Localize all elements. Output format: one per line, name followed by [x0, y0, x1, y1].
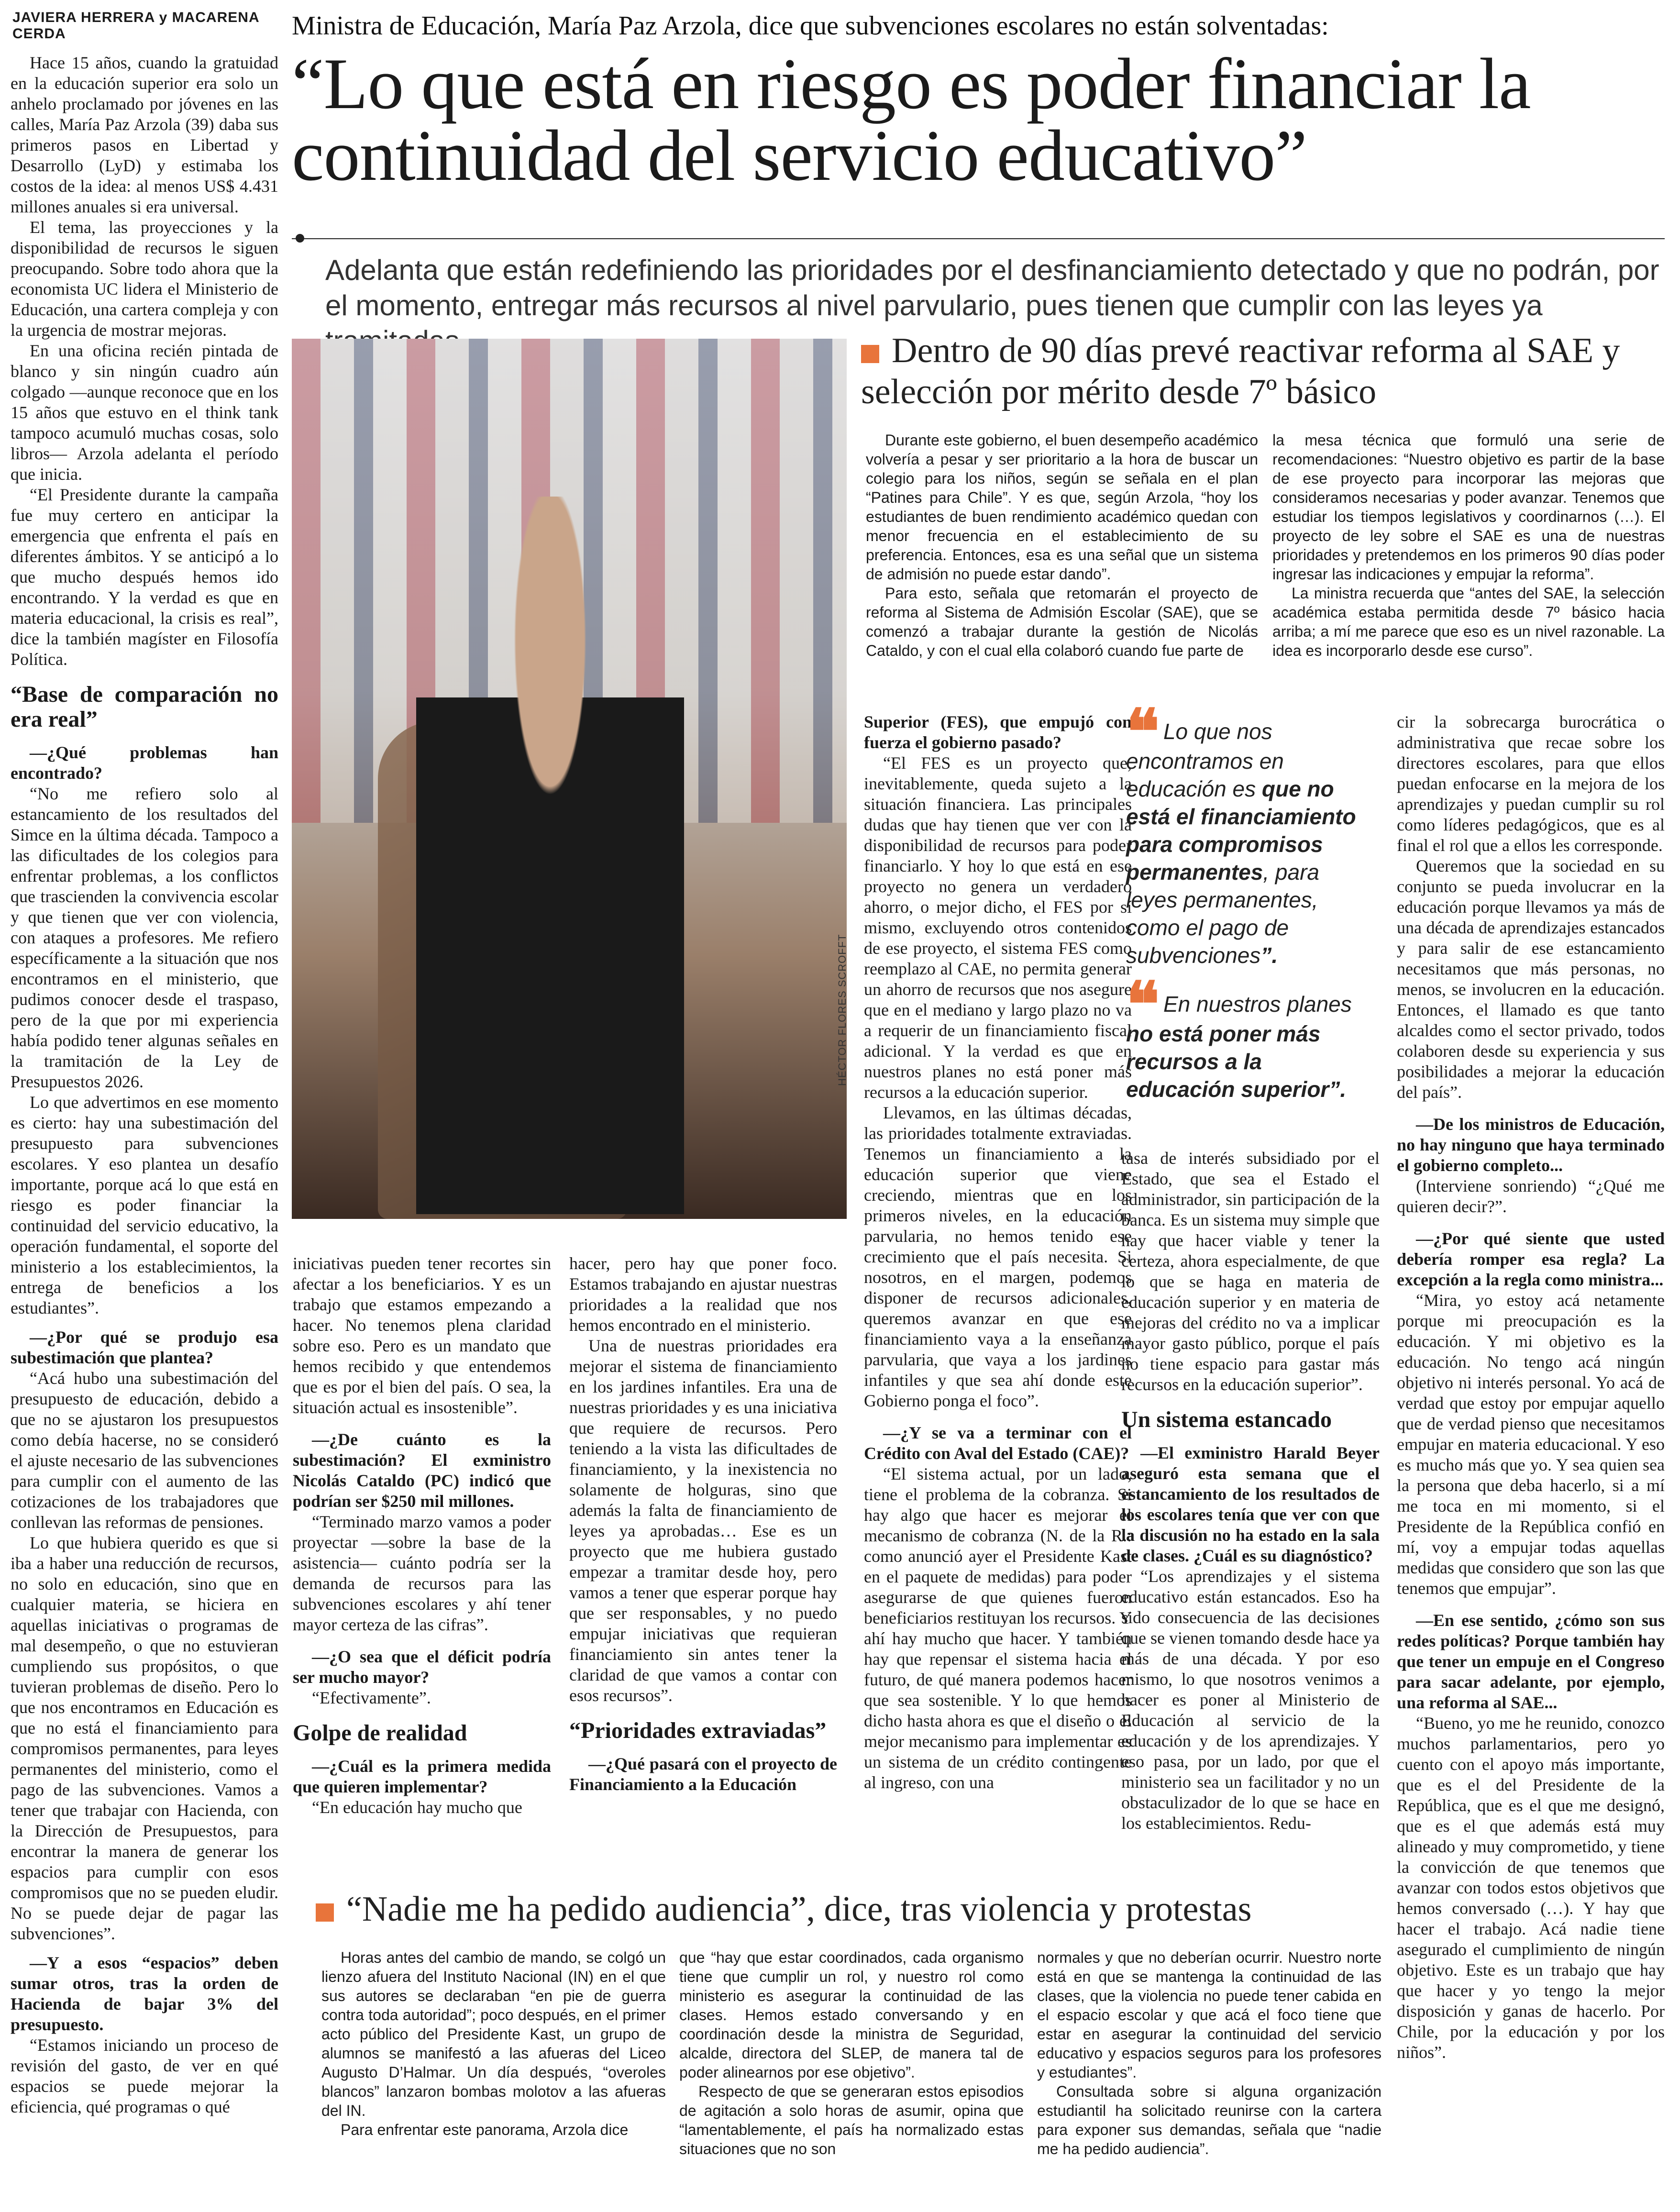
column-4 — [864, 712, 1132, 1793]
paragraph: La ministra recuerda que “antes del SAE, la selección académica estaba permitida desde 7º básico hacia arriba; a mí me parece que eso es un nivel razonable. La idea es incorporarlo desde ese curso”. — [1272, 585, 1665, 659]
paragraph: Durante este gobierno, el buen desempeño académico volvería a pesar y ser prioritario a la hora de buscar un colegio para los niños, según se señala en el plan “Patines para Chile”. Y es que, según Arzola, “hoy los estudiantes de buen rendimiento académico quedan con menor frecuencia en el establecimiento de su preferencia. Entonces, esa es una señal que un sistema de admisión no puede estar dando”. — [866, 431, 1258, 583]
photo-minister — [292, 339, 847, 1219]
paragraph: “Mira, yo estoy acá netamente porque mi preocupación es la educación. Y mi objetivo es la educación. No tengo acá ningún objetivo ni interés personal. Yo acá de verdad que estoy por empujar aquello que de verdad pienso que necesitamos empujar en materia educacional. Y eso es mucho más que yo. Y sea quien sea la persona que deba hacerlo, si a mí me toca en mi momento, si el Presidente de la República confió en mí, voy a empujar todas aquellas medidas que considero que son las que tenemos que empujar”. — [1397, 1291, 1665, 1598]
question: —¿Por qué siente que usted debería romper esa regla? La excepción a la regla como ministra... — [1397, 1229, 1665, 1289]
paragraph: que “hay que estar coordinados, cada organismo tiene que cumplir un rol, y nuestro rol como ministerio es asegurar la continuidad de las clases. Hemos estado conversando y en coordinación desde la ministra de Seguridad, alcalde, directora del SLEP, de manera tal de poder alinearnos por ese objetivo”. — [679, 1949, 1024, 2081]
paragraph: normales y que no deberían ocurrir. Nuestro norte está en que se mantenga la continuidad de las clases, que la violencia no puede tener cabida en el espacio escolar y que acá el foco tiene que estar en asegurar la continuidad del servicio educativo y espacios seguros para los profesores y estudiantes”. — [1037, 1949, 1382, 2081]
paragraph: Para esto, señala que retomarán el proyecto de reforma al Sistema de Admisión Escolar (SAE), que se comenzó a trabajar durante la gestión de Nicolás Cataldo, y con el cual ella colaboró cuando fue parte de — [866, 585, 1258, 659]
subhead: Un sistema estancado — [1121, 1407, 1332, 1432]
paragraph: “El FES es un proyecto que, inevitablemente, queda sujeto a la situación financiera. Las principales dudas que hay tienen que ver con la disponibilidad de recursos para poder financiarlo. Y hoy lo que está en ese proyecto no genera un verdadero ahorro, o mejor dicho, el FES por sí mismo, excluyendo otros contenidos de ese proyecto, el sistema FES como reemplazo al CAE, no permita generar un ahorro de recursos que nos asegure que en el mediano y largo plazo no va a requerir de un financiamiento fiscal adicional. Y la verdad es que en nuestros planes no está poner más recursos a la educación superior. — [864, 753, 1132, 1102]
question: —¿Cuál es la primera medida que quieren implementar? — [293, 1757, 551, 1796]
subhead: Golpe de realidad — [293, 1720, 467, 1746]
column-6 — [1397, 712, 1665, 2063]
paragraph: “Efectivamente”. — [312, 1688, 431, 1707]
column-2 — [293, 1253, 551, 1818]
question: —¿De cuánto es la subestimación? El exministro Nicolás Cataldo (PC) indicó que podrían ser $250 mil millones. — [293, 1430, 551, 1511]
subhead: “Prioridades extraviadas” — [569, 1718, 827, 1743]
paragraph: El tema, las proyecciones y la disponibilidad de recursos le siguen preocupando. Sobre todo ahora que la economista UC lidera el Ministerio de Educación, una cartera compleja y con la urgencia de mostrar mejoras. — [11, 218, 278, 340]
subhead: “Base de comparación no era real” — [11, 682, 278, 732]
audiencia-column-2 — [679, 1948, 1024, 2158]
paragraph: En una oficina recién pintada de blanco y sin ningún cuadro aún colgado —aunque reconoce que en los 15 años que estuvo en el think tank tampoco acumuló muchas cosas, solo libros— Arzola adelanta el período que inicia. — [11, 341, 278, 484]
paragraph: Una de nuestras prioridades era mejorar el sistema de financiamiento en los jardines infantiles. Era una de nuestras prioridades y es una iniciativa que requiere de recursos. Pero teniendo a la vista las dificultades de financiamiento, y la inexistencia no solamente de holguras, sino que además la falta de financiamiento de leyes ya aprobadas… Ese es un proyecto que me hubiera gustado empezar a tramitar desde hoy, pero vamos a tener que esperar porque hay que ser responsables, y no puedo empujar iniciativas que requieran financiamiento sin antes tener la claridad de que vamos a contar con esos recursos”. — [569, 1336, 837, 1705]
question: —El exministro Harald Beyer aseguró esta semana que el estancamiento de los resultados de los escolares tenía que ver con que la discusión no ha estado en la sala de clases. ¿Cuál es su diagnóstico? — [1121, 1443, 1380, 1565]
section-square-icon — [861, 345, 879, 363]
sae-column-2 — [1272, 431, 1665, 660]
question: —Y a esos “espacios” deben sumar otros, tras la orden de Hacienda de bajar 3% del presupuesto. — [11, 1953, 278, 2034]
quote-mark-icon: ❝ — [1126, 698, 1160, 767]
paragraph: “Los aprendizajes y el sistema educativo están estancados. Eso ha sido consecuencia de las decisiones que se vienen tomando desde hace ya más de una década. Y por eso mismo, lo que nosotros venimos a hacer es poner al Ministerio de Educación al servicio de la educación y de los aprendizajes. Y eso pasa, por un lado, por que el ministerio sea un facilitador y no un obstaculizador de lo que se hace en los establecimientos. Redu- — [1121, 1567, 1380, 1833]
column-1 — [11, 53, 278, 2117]
paragraph: Horas antes del cambio de mando, se colgó un lienzo afuera del Instituto Nacional (IN) en el que sus autores se declaraban “en pie de guerra contra toda autoridad”; poco después, en el primer acto público del Presidente Kast, un grupo de alumnos se manifestó a las afueras del Liceo Augusto D’Halmar. Un día después, “overoles blancos” lanzaron bombas molotov a las afueras del IN. — [321, 1949, 666, 2119]
pull-quote-2: ❝ En nuestros planes no está poner más recursos a la educación superior”. — [1126, 971, 1352, 1102]
section-square-icon — [316, 1903, 334, 1922]
paragraph: iniciativas pueden tener recortes sin afectar a los beneficiarios. Y es un trabajo que estamos empezando a hacer. No tenemos plena claridad sobre eso. Pero es un mandato que hemos recibido y que entendemos que es por el bien del país. O sea, la situación actual es insostenible”. — [293, 1254, 551, 1417]
paragraph: “Bueno, yo me he reunido, conozco muchos parlamentarios, pero yo cuento con el apoyo más importante, que es el del Presidente de la República, que es el que me designó, que es el que además está muy alineado y muy comprometido, y tiene la convicción de que tenemos que avanzar con todos estos objetivos que hemos conversado (…). Y hay que hacer el trabajo. Acá nadie tiene asegurado el cumplimiento de ningún objetivo. Este es un trabajo que hay que hacer y yo tengo la mejor disposición y ganas de hacerlo. Por Chile, por la educación y por los niños”. — [1397, 1714, 1665, 2062]
paragraph: Consultada sobre si alguna organización estudiantil ha solicitado reunirse con la cartera para exponer sus demandas, señala que “nadie me ha pedido audiencia”. — [1037, 2083, 1382, 2157]
kicker: Ministra de Educación, María Paz Arzola, dice que subvenciones escolares no están solventadas: — [292, 11, 1329, 41]
paragraph: “No me refiero solo al estancamiento de los resultados del Simce en la última década. Tampoco a las dificultades de los colegios para enfrentar problemas, a los conflictos que trascienden la convivencia escolar y que tienen que ver con violencia, con ataques a profesores. Me refiero específicamente a la situación que nos encontramos en el ministerio, que pudimos conocer desde el traspaso, pero de la que por mi experiencia había podido tener algunas señales en la tramitación de la Ley de Presupuestos 2026. — [11, 784, 278, 1091]
paragraph: cir la sobrecarga burocrática o administrativa que recae sobre los directores escolares, para que ellos puedan enfocarse en la mejora de los aprendizajes y puedan cumplir su rol como líderes pedagógicos, que es al final el rol que a ellos les corresponde. — [1397, 712, 1665, 855]
paragraph: “Estamos iniciando un proceso de revisión del gasto, de ver en qué espacios se puede mejorar la eficiencia, qué programas o qué — [11, 2035, 278, 2116]
photo-credit: HÉCTOR FLORES SCROFFT — [836, 934, 848, 1086]
headline: “Lo que está en riesgo es poder financiar la continuidad del servicio educativo” — [292, 44, 1531, 196]
paragraph: “Terminado marzo vamos a poder proyectar —sobre la base de la asistencia— cuánto podría ser la demanda de recursos para las subvenciones escolares y ahí tener mayor certeza de las cifras”. — [293, 1512, 551, 1634]
section-title-sae: Dentro de 90 días prevé reactivar reforma al SAE y selección por mérito desde 7º básico — [861, 331, 1620, 411]
column-3 — [569, 1253, 837, 1795]
paragraph: (Interviene sonriendo) “¿Qué me quieren decir?”. — [1397, 1176, 1665, 1216]
byline: JAVIERA HERRERA y MACARENA CERDA — [12, 10, 259, 42]
section-title-audiencia: “Nadie me ha pedido audiencia”, dice, tras violencia y protestas — [316, 1889, 1368, 1930]
paragraph: “Acá hubo una subestimación del presupuesto de educación, debido a que no se ajustaron los presupuestos como debía hacerse, no se consideró el ajuste necesario de las subvenciones para cumplir con el aumento de las cotizaciones de los trabajadores que conllevan las reformas de pensiones. — [11, 1369, 278, 1532]
paragraph: Lo que hubiera querido es que si iba a haber una reducción de recursos, no solo en educación, sino que en cualquier materia, se hiciera en aquellas iniciativas o programas de mal desempeño, o que no estuvieran cumpliendo sus propósitos, o que tuvieran problemas de diseño. Pero lo que nos encontramos en Educación es que no está el financiamiento para compromisos permanentes, para leyes permanentes del ministerio, como el pago de las subvenciones. Vamos a tener que trabajar con Hacienda, con la Dirección de Presupuestos, para encontrar la manera de generar los espacios para cumplir con esos compromisos que no se pueden eludir. No se puede dejar de pagar las subvenciones”. — [11, 1533, 278, 1943]
sae-column-1 — [866, 431, 1258, 660]
paragraph: “El sistema actual, por un lado, tiene el problema de la cobranza. Si hay algo que hacer es mejorar el mecanismo de cobranza (N. de la R.: como anunció ayer el Presidente Kast en el paquete de medidas) para poder asegurarse de que quienes fueron beneficiarios restituyan los recursos. Y ahí hay mucho que hacer. Y también hay que repensar el sistema hacia el futuro, de qué manera podemos hacer que sea sostenible. Y lo que hemos dicho hasta ahora es que el diseño o el mejor mecanismo para implementar es un sistema de un crédito contingente al ingreso, con una — [864, 1464, 1132, 1792]
paragraph: Llevamos, en las últimas décadas, las prioridades totalmente extraviadas. Tenemos un financiamiento a la educación superior que viene creciendo, mientras que en los primeros niveles, en la educación parvularia, no hemos tenido ese crecimiento que el país necesita. Si nosotros, en el margen, podemos disponer de recursos adicionales, queremos avanzar en que ese financiamiento vaya a la enseñanza parvularia, que vaya a los jardines infantiles y que sea ahí donde este Gobierno ponga el foco”. — [864, 1103, 1132, 1410]
deck: Adelanta que están redefiniendo las prioridades por el desfinanciamiento detectado y que no podrán, por el momento, entregar más recursos al nivel parvulario, pues tienen que cumplir con las leyes ya — [325, 254, 1659, 321]
column-5 — [1121, 1148, 1380, 1834]
pull-quote-1: ❝ Lo que nos encontramos en educación es que no está el financiamiento para compromisos permanentes, para leyes permanentes, como el pago de subvenciones”. — [1126, 698, 1356, 968]
quote-mark-icon: ❝ — [1126, 971, 1160, 1040]
photo-woman — [416, 497, 684, 1214]
divider-dot — [296, 234, 304, 243]
audiencia-column-3 — [1037, 1948, 1382, 2158]
paragraph: “El Presidente durante la campaña fue muy certero en anticipar la emergencia que enfrenta el país en diferentes ámbitos. Y se anticipó a lo que mucho después hemos ido encontrando. Y la verdad es que en materia educacional, la crisis es real”, dice la también magíster en Filosofía Política. — [11, 485, 278, 669]
question: —¿Qué pasará con el proyecto de Financiamiento a la Educación — [569, 1754, 837, 1794]
divider — [292, 238, 1665, 239]
question: —¿Qué problemas han encontrado? — [11, 743, 278, 783]
paragraph: tasa de interés subsidiado por el Estado, que sea el Estado el administrador, sin participación de la banca. Es un sistema muy simple que hay que hacer viable y tener la certeza, ahora especialmente, de que lo que se haga en materia de educación superior y en materia de mejoras del crédito no va a implicar mayor gasto público, porque el país no tiene espacio para gastar más recursos en la educación superior”. — [1121, 1149, 1380, 1394]
question: Superior (FES), que empujó con fuerza el gobierno pasado? — [864, 712, 1132, 752]
question: —En ese sentido, ¿cómo son sus redes políticas? Porque también hay que tener un empuje en el Congreso para sacar adelante, por ejemplo, una reforma al SAE... — [1397, 1611, 1665, 1712]
question: —¿Y se va a terminar con el Crédito con Aval del Estado (CAE)? — [864, 1423, 1132, 1463]
audiencia-column-1 — [321, 1948, 666, 2139]
question: —De los ministros de Educación, no hay ninguno que haya terminado el gobierno completo... — [1397, 1115, 1665, 1175]
paragraph: Respecto de que se generaran estos episodios de agitación a solo horas de asumir, opina que “lamentablemente, el país ha normalizado estas situaciones que no son — [679, 2083, 1024, 2157]
question: —¿Por qué se produjo esa subestimación que plantea? — [11, 1327, 278, 1367]
paragraph: Para enfrentar este panorama, Arzola dice — [341, 2121, 629, 2138]
paragraph: Queremos que la sociedad en su conjunto se pueda involucrar en la educación porque llevamos ya más de una década de aprendizajes estancados y para salir de ese estancamiento necesitamos que más personas, no menos, se involucren en la educación. Entonces, el llamado es que tanto alcaldes como el sector privado, todos colaboren desde su experiencia y sus posibilidades a mejorar la educación del país”. — [1397, 856, 1665, 1102]
paragraph: “En educación hay mucho que — [312, 1798, 522, 1817]
paragraph: hacer, pero hay que poner foco. Estamos trabajando en ajustar nuestras prioridades a la realidad que nos hemos encontrado en el ministerio. — [569, 1254, 837, 1335]
question: —¿O sea que el déficit podría ser mucho mayor? — [293, 1647, 551, 1687]
paragraph: Lo que advertimos en ese momento es cierto: hay una subestimación del presupuesto para subvenciones escolares. Y eso plantea un desafío importante, porque acá lo que está en riesgo es poder financiar la continuidad del servicio educativo, la operación fundamental, el soporte del ministerio a los establecimientos, la entrega de beneficios a los estudiantes”. — [11, 1093, 278, 1317]
paragraph: la mesa técnica que formuló una serie de recomendaciones: “Nuestro objetivo es partir de la base de ese proyecto para incorporar las mejoras que consideramos necesarias y poder avanzar. Tenemos que estudiar los tiempos legislativos y coordinarnos (…). El proyecto de ley sobre el SAE es una de nuestras prioridades y pretendemos en los primeros 90 días poder ingresar las indicaciones y empujar la reforma”. — [1272, 431, 1665, 583]
paragraph: Hace 15 años, cuando la gratuidad en la educación superior era solo un anhelo proclamado por jóvenes en las calles, María Paz Arzola (39) daba sus primeros pasos en Libertad y Desarrollo (LyD) y estimaba los costos de la idea: al menos US$ 4.431 millones anuales si era universal. — [11, 53, 278, 216]
